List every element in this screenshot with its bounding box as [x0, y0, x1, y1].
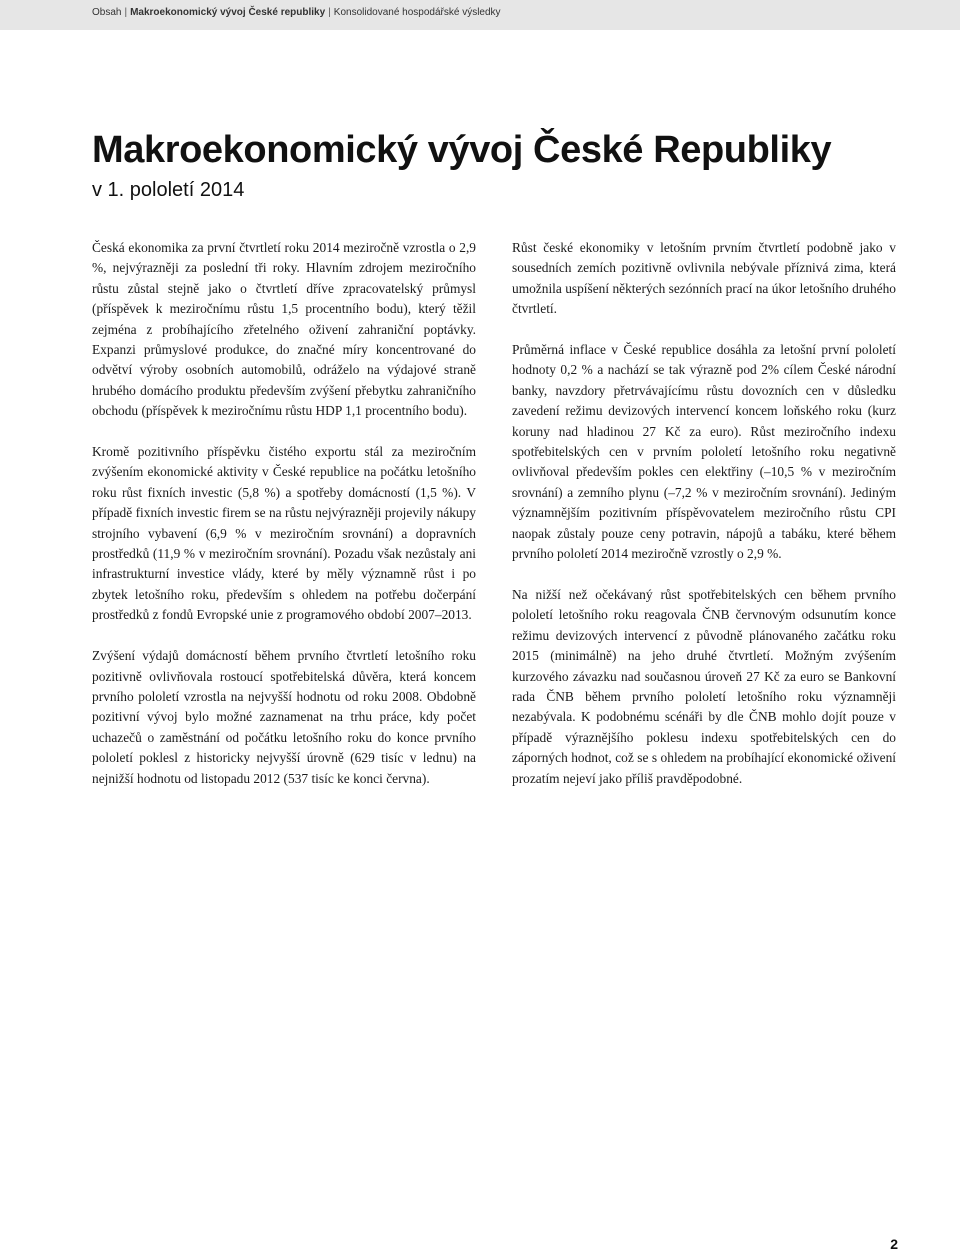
breadcrumb-separator: |: [328, 7, 331, 18]
page-subtitle: v 1. pololetí 2014: [92, 179, 245, 201]
right-text-column: [512, 238, 896, 809]
top-navigation-bar: [0, 0, 960, 30]
left-text-column: [92, 238, 476, 809]
breadcrumb-link-consolidated-results[interactable]: Konsolidované hospodářské výsledky: [333, 7, 501, 18]
breadcrumb: [92, 7, 501, 18]
paragraph: Kromě pozitivního příspěvku čistého exportu stál za meziročním zvýšením ekonomické aktivity v České republice na počátku letošního roku růst fixních investic (5,8 %) a spotřeby domácností (1,5 %). V případě fixních investic firem se na růstu nejvýrazněji projevily nákupy strojního vybavení (6,9 % v meziročním srovnání) a dopravních prostředků (11,9 % v meziročním srovnání). Pozadu však nezůstaly ani infrastrukturní investice vlády, které by měly významně růst i po zbytek letošního roku, především s ohledem na potřebu dočerpání prostředků z fondů Evropské unie z programového období 2007–2013.: [92, 444, 476, 623]
paragraph: Česká ekonomika za první čtvrtletí roku 2014 meziročně vzrostla o 2,9 %, nejvýrazněji za poslední tři roky. Hlavním zdrojem meziročního růstu zůstal stejně jako o čtvrtletí dříve zpracovatelský průmysl (příspěvek k meziročnímu růstu 1,5 procentního bodu), který těžil zejména z probíhajícího zřetelného oživení zahraniční poptávky. Expanzi průmyslové produkce, do značné míry koncentrované do odvětví výroby osobních automobilů, odráželo na výdajové straně hrubého domácího produktu především zvýšení přebytku zahraničního obchodu (příspěvek k meziročnímu růstu HDP 1,1 procentního bodu).: [92, 240, 476, 419]
paragraph: Průměrná inflace v České republice dosáhla za letošní první pololetí hodnoty 0,2 % a nachází se tak výrazně pod 2% cílem České národní banky, navzdory přetrvávajícímu růstu dovozních cen v důsledku zavedení režimu devizových intervencí koncem loňského roku (kurz koruny nad hladinou 27 Kč za euro). Růst meziročního indexu spotřebitelských cen v prvním pololetí letošního roku negativně ovlivňoval především pokles cen elektřiny (–10,5 % v meziročním srovnání) a zemního plynu (–7,2 % v meziročním srovnání). Jediným významnějším pozitivním příspěvovatelem meziročního růstu CPI naopak zůstaly pouze ceny potravin, nápojů a tabáku, které během prvního pololetí 2014 meziročně vzrostly o 2,9 %.: [512, 342, 896, 562]
breadcrumb-separator: |: [124, 7, 128, 18]
page-number: 2: [890, 1236, 898, 1252]
breadcrumb-link-contents[interactable]: Obsah: [92, 7, 122, 18]
paragraph: Na nižší než očekávaný růst spotřebitelských cen během prvního pololetí letošního roku reagovala ČNB červnovým odsunutím konce režimu devizových intervencí z původně plánovaného začátku roku 2015 (minimálně) na jeho druhé čtvrtletí. Možným zvýšením kurzového závazku nad současnou úroveň 27 Kč za euro se Bankovní rada ČNB během prvního pololetí letošního roku významněji nezabývala. K podobnému scénáři by dle ČNB mohlo dojít pouze v případě výraznějšího poklesu indexu spotřebitelských cen do záporných hodnot, což se s ohledem na probíhající ekonomické oživení prozatím nejeví jako příliš pravděpodobné.: [512, 586, 896, 786]
page-title: Makroekonomický vývoj České Republiky: [92, 129, 832, 171]
paragraph: Zvýšení výdajů domácností během prvního čtvrtletí letošního roku pozitivně ovlivňovala rostoucí spotřebitelská důvěra, která koncem prvního pololetí vzrostla na nejvyšší hodnotu od roku 2008. Obdobně pozitivní vývoj bylo možné zaznamenat na trhu práce, kdy počet uchazečů o zaměstnání od počátku letošního roku do konce prvního pololetí poklesl z historicky nejvyšší úrovně (629 tisíc v lednu) na nejnižší hodnotu od listopadu 2012 (537 tisíc ke konci června).: [92, 648, 476, 786]
breadcrumb-link-macroeconomic-development[interactable]: Makroekonomický vývoj České republiky: [130, 7, 326, 18]
paragraph: Růst české ekonomiky v letošním prvním čtvrtletí podobně jako v sousedních zemích pozitivně ovlivnila nebývale příznivá zima, která umožnila uspíšení některých sezónních prací na úkor letošního druhého čtvrtletí.: [512, 240, 896, 317]
